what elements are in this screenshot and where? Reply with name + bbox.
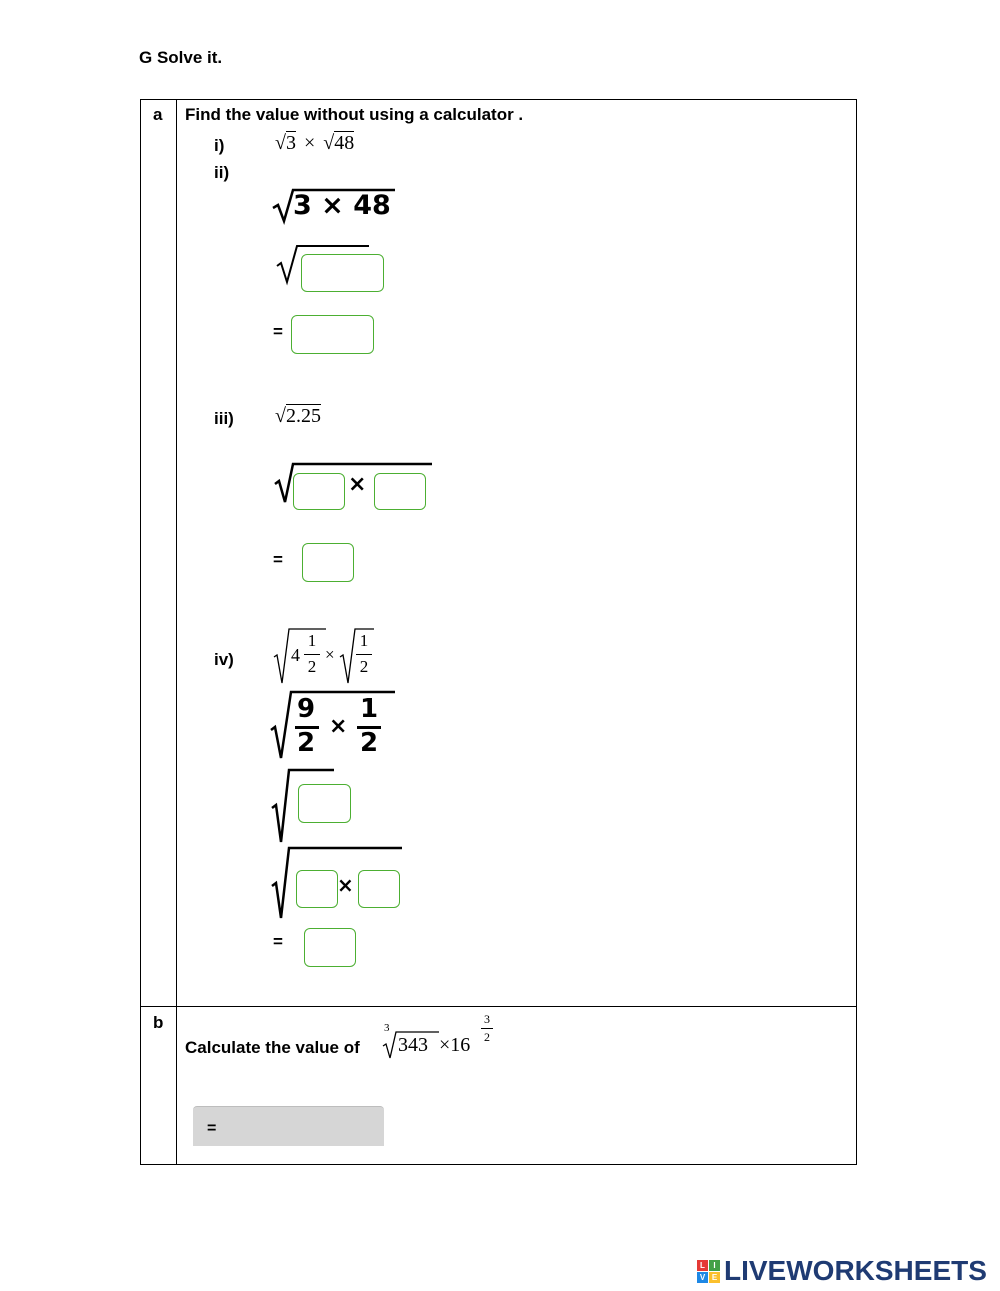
- expr-i-times: ×: [303, 132, 316, 154]
- ii-equals: =: [273, 322, 283, 341]
- b-times-base: ×16: [439, 1034, 471, 1056]
- row-label-a: a: [153, 105, 163, 124]
- logo-grid-i: I: [709, 1260, 720, 1271]
- iv-answer-box-2[interactable]: [358, 870, 400, 908]
- row-a-instruction: Find the value without using a calculator .: [185, 105, 524, 124]
- iii-answer-box-result[interactable]: [302, 543, 354, 582]
- logo-text: LIVEWORKSHEETS: [724, 1255, 987, 1286]
- expression-b: [381, 1010, 501, 1060]
- iv-step-den1: 2: [296, 728, 316, 758]
- expr-i-a: 3: [285, 132, 296, 154]
- iv-step-den2: 2: [359, 728, 379, 758]
- b-equals: =: [207, 1120, 217, 1137]
- item-label-iii: iii): [214, 409, 234, 428]
- expression-i: √3 × √48: [275, 132, 355, 154]
- column-divider: [176, 100, 177, 1164]
- logo-grid-icon: [697, 1260, 720, 1283]
- iv-fracbar2: [356, 654, 372, 655]
- b-exp-num: 3: [484, 1012, 490, 1026]
- iv-answer-box-radicand[interactable]: [298, 784, 351, 823]
- logo-grid-l: L: [697, 1260, 708, 1271]
- row-b-instruction: Calculate the value of: [185, 1038, 360, 1057]
- ii-answer-box-radicand[interactable]: [301, 254, 384, 292]
- iii-times: ×: [348, 472, 367, 497]
- iii-equals: =: [273, 550, 283, 569]
- ii-radicand: 3 × 48: [293, 190, 391, 221]
- radical-ii: [273, 188, 395, 224]
- b-exp-fracbar: [481, 1028, 493, 1029]
- b-answer-field[interactable]: [193, 1106, 384, 1146]
- b-root-index: 3: [384, 1022, 390, 1034]
- item-label-ii: ii): [214, 163, 230, 182]
- iii-answer-box-1[interactable]: [293, 473, 345, 510]
- liveworksheets-logo: [697, 1255, 987, 1287]
- iv-equals: =: [273, 932, 283, 951]
- iv-whole: 4: [291, 645, 300, 665]
- item-label-i: i): [214, 136, 225, 155]
- iv-step-num1: 9: [296, 694, 316, 724]
- expression-iv: [274, 627, 374, 685]
- iv-num2: 1: [359, 631, 369, 650]
- iv-den2: 2: [359, 657, 369, 676]
- iii-answer-box-2[interactable]: [374, 473, 426, 510]
- expr-i-b: 48: [334, 132, 355, 154]
- row-label-b: b: [153, 1013, 164, 1032]
- item-label-iv: iv): [214, 650, 234, 669]
- expr-iii-radicand: 2.25: [285, 405, 321, 427]
- worksheet-heading: G Solve it.: [139, 48, 223, 67]
- b-exp-den: 2: [484, 1030, 490, 1044]
- logo-grid-v: V: [697, 1272, 708, 1283]
- iv-step3-times: ×: [337, 873, 354, 897]
- b-radicand: 343: [398, 1034, 428, 1056]
- iv-answer-box-result[interactable]: [304, 928, 356, 967]
- iv-step-num2: 1: [359, 694, 379, 724]
- ii-answer-box-result[interactable]: [291, 315, 374, 354]
- exercise-table: [140, 99, 857, 1165]
- iv-times: ×: [325, 645, 335, 664]
- iv-answer-box-1[interactable]: [296, 870, 338, 908]
- row-divider: [141, 1006, 856, 1007]
- iv-den1: 2: [307, 657, 317, 676]
- expression-iii: √2.25: [275, 405, 321, 427]
- iv-fracbar1: [304, 654, 320, 655]
- iv-num1: 1: [307, 631, 317, 650]
- iv-step-times: ×: [329, 714, 348, 739]
- iv-step1-radical: [271, 690, 395, 760]
- logo-grid-e: E: [709, 1272, 720, 1283]
